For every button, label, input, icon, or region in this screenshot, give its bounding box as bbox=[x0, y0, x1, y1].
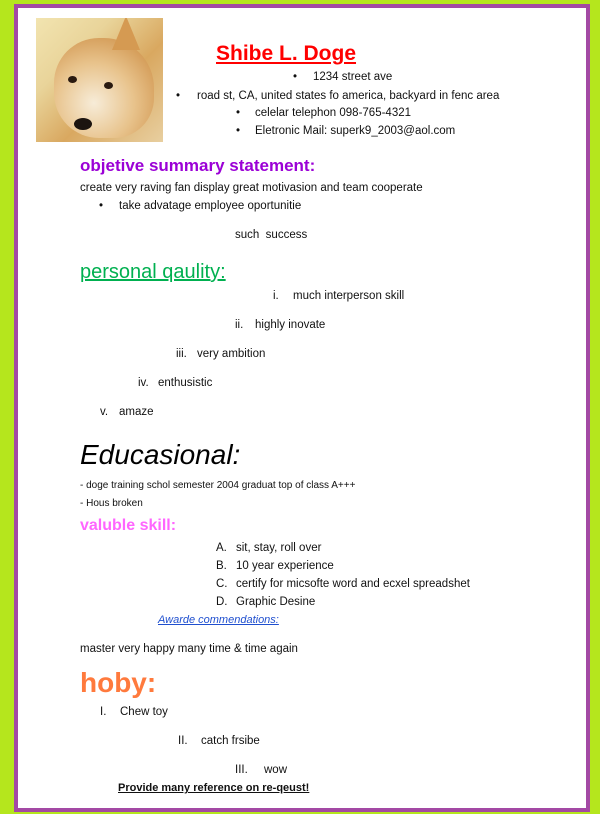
quality-item: enthusistic bbox=[158, 377, 213, 389]
doge-photo bbox=[36, 18, 163, 142]
education-heading: Educasional: bbox=[80, 439, 241, 470]
ear-shape bbox=[112, 18, 140, 50]
bullet-icon: • bbox=[293, 71, 298, 83]
hobby-heading: hoby: bbox=[80, 667, 157, 698]
eye-shape bbox=[68, 76, 77, 83]
bullet-icon: • bbox=[99, 200, 104, 212]
skill-item: Graphic Desine bbox=[236, 596, 316, 608]
quality-item: much interperson skill bbox=[293, 290, 405, 302]
contact-phone: celelar telephon 098-765-4321 bbox=[255, 107, 412, 119]
quality-heading: personal qaulity: bbox=[80, 261, 226, 283]
contact-email: Eletronic Mail: superk9_2003@aol.com bbox=[255, 125, 456, 137]
list-marker: C. bbox=[216, 578, 228, 590]
candidate-name: Shibe L. Doge bbox=[216, 42, 357, 65]
list-marker: II. bbox=[178, 735, 188, 747]
hobby-item: wow bbox=[264, 764, 288, 776]
bullet-icon: • bbox=[176, 90, 181, 102]
skills-heading: valuble skill: bbox=[80, 517, 177, 534]
list-marker: III. bbox=[235, 764, 248, 776]
bullet-icon: • bbox=[236, 125, 241, 137]
skill-item: sit, stay, roll over bbox=[236, 542, 322, 554]
objective-bullet: take advatage employee oportunitie bbox=[119, 200, 302, 212]
education-line: - doge training schol semester 2004 graduat top of class A+++ bbox=[80, 480, 356, 491]
quality-item: amaze bbox=[119, 406, 154, 418]
education-line: - Hous broken bbox=[80, 498, 143, 509]
bullet-icon: • bbox=[236, 107, 241, 119]
list-marker: iii. bbox=[176, 348, 187, 360]
awards-text: master very happy many time & time again bbox=[80, 643, 298, 655]
list-marker: iv. bbox=[138, 377, 149, 389]
skill-item: certify for micsofte word and ecxel spreadshet bbox=[236, 578, 470, 590]
eye-shape bbox=[104, 82, 113, 89]
nose-shape bbox=[74, 118, 92, 130]
contact-street: 1234 street ave bbox=[313, 71, 393, 83]
list-marker: v. bbox=[100, 406, 109, 418]
objective-heading: objetive summary statement: bbox=[80, 156, 316, 175]
objective-tagline: such success bbox=[235, 229, 308, 241]
awards-heading: Awarde commendations: bbox=[158, 614, 279, 626]
contact-address: road st, CA, united states fo america, backyard in fenc area bbox=[197, 90, 500, 102]
list-marker: B. bbox=[216, 560, 227, 572]
list-marker: A. bbox=[216, 542, 227, 554]
list-marker: i. bbox=[273, 290, 279, 302]
objective-text: create very raving fan display great motivasion and team cooperate bbox=[80, 182, 423, 194]
quality-item: very ambition bbox=[197, 348, 266, 360]
list-marker: I. bbox=[100, 706, 107, 718]
skill-item: 10 year experience bbox=[236, 560, 334, 572]
quality-item: highly inovate bbox=[255, 319, 326, 331]
list-marker: ii. bbox=[235, 319, 244, 331]
references-note: Provide many reference on re-qeust! bbox=[118, 782, 310, 794]
hobby-item: Chew toy bbox=[120, 706, 168, 718]
hobby-item: catch frsibe bbox=[201, 735, 260, 747]
list-marker: D. bbox=[216, 596, 228, 608]
